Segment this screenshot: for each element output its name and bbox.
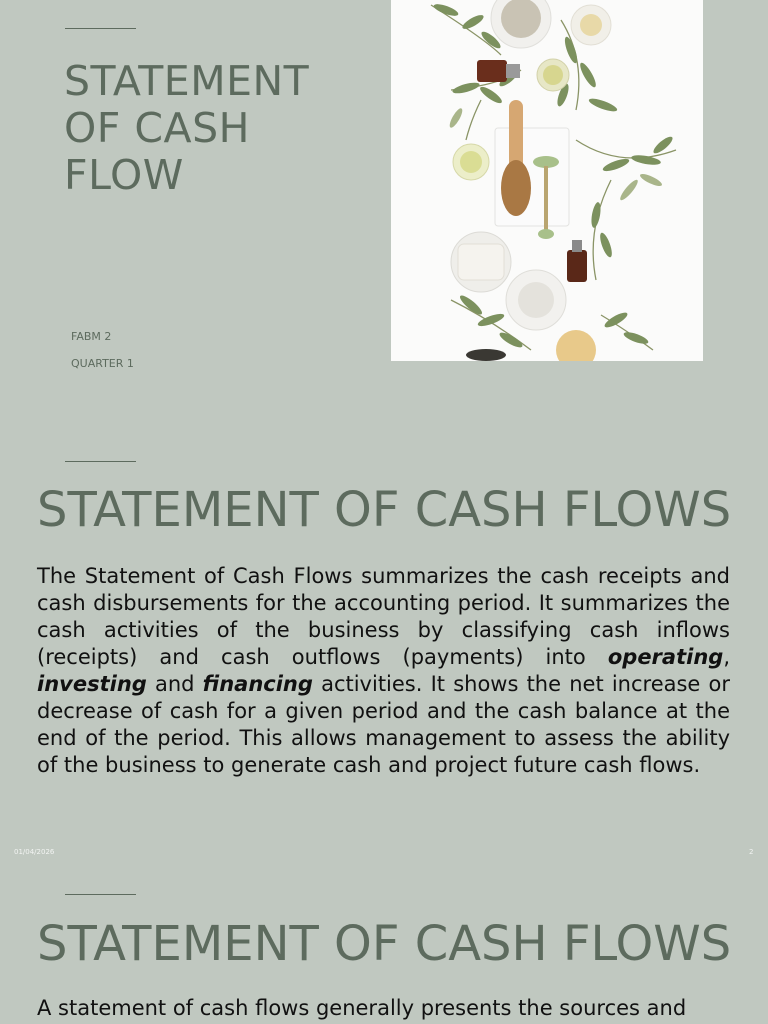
slide-body-text	[37, 563, 730, 779]
title-accent-rule	[65, 461, 136, 462]
title-accent-rule	[65, 894, 136, 895]
slide-title: STATEMENT OF CASH FLOWS	[37, 482, 732, 538]
slide-1	[0, 0, 768, 430]
body-text-part: and	[146, 672, 203, 696]
footer-date: 01/04/2026	[14, 848, 55, 856]
subtitle-quarter: QUARTER 1	[71, 357, 134, 370]
term-financing: financing	[202, 672, 313, 696]
footer-page-number: 2	[749, 848, 754, 856]
title-accent-rule	[65, 28, 136, 29]
slide-title: STATEMENT OF CASH FLOWS	[37, 916, 732, 972]
subtitle-course: FABM 2	[71, 330, 112, 343]
slide-2	[0, 430, 768, 864]
body-text-part: activities. It shows the net increase or decrease of cash for a given period and the cash balance at the end of the period. This allows management to assess the ability of the business to generate cash and project future cash flows.	[37, 672, 731, 777]
body-text-part: The Statement of Cash Flows summarizes the cash receipts and cash disbursements for the accounting period. It summarizes the cash activities of the business by classifying cash inflows (receipts) and cash outflows (payments) into	[37, 564, 730, 669]
term-operating: operating	[607, 645, 724, 669]
term-investing: investing	[37, 672, 147, 696]
body-text-part: ,	[723, 645, 730, 669]
spa-products-photo	[391, 0, 703, 361]
slide-title: STATEMENT OF CASH FLOW	[64, 57, 310, 199]
slide-3	[0, 864, 768, 1024]
slide-body-text: A statement of cash flows generally presents the sources and	[37, 996, 687, 1020]
